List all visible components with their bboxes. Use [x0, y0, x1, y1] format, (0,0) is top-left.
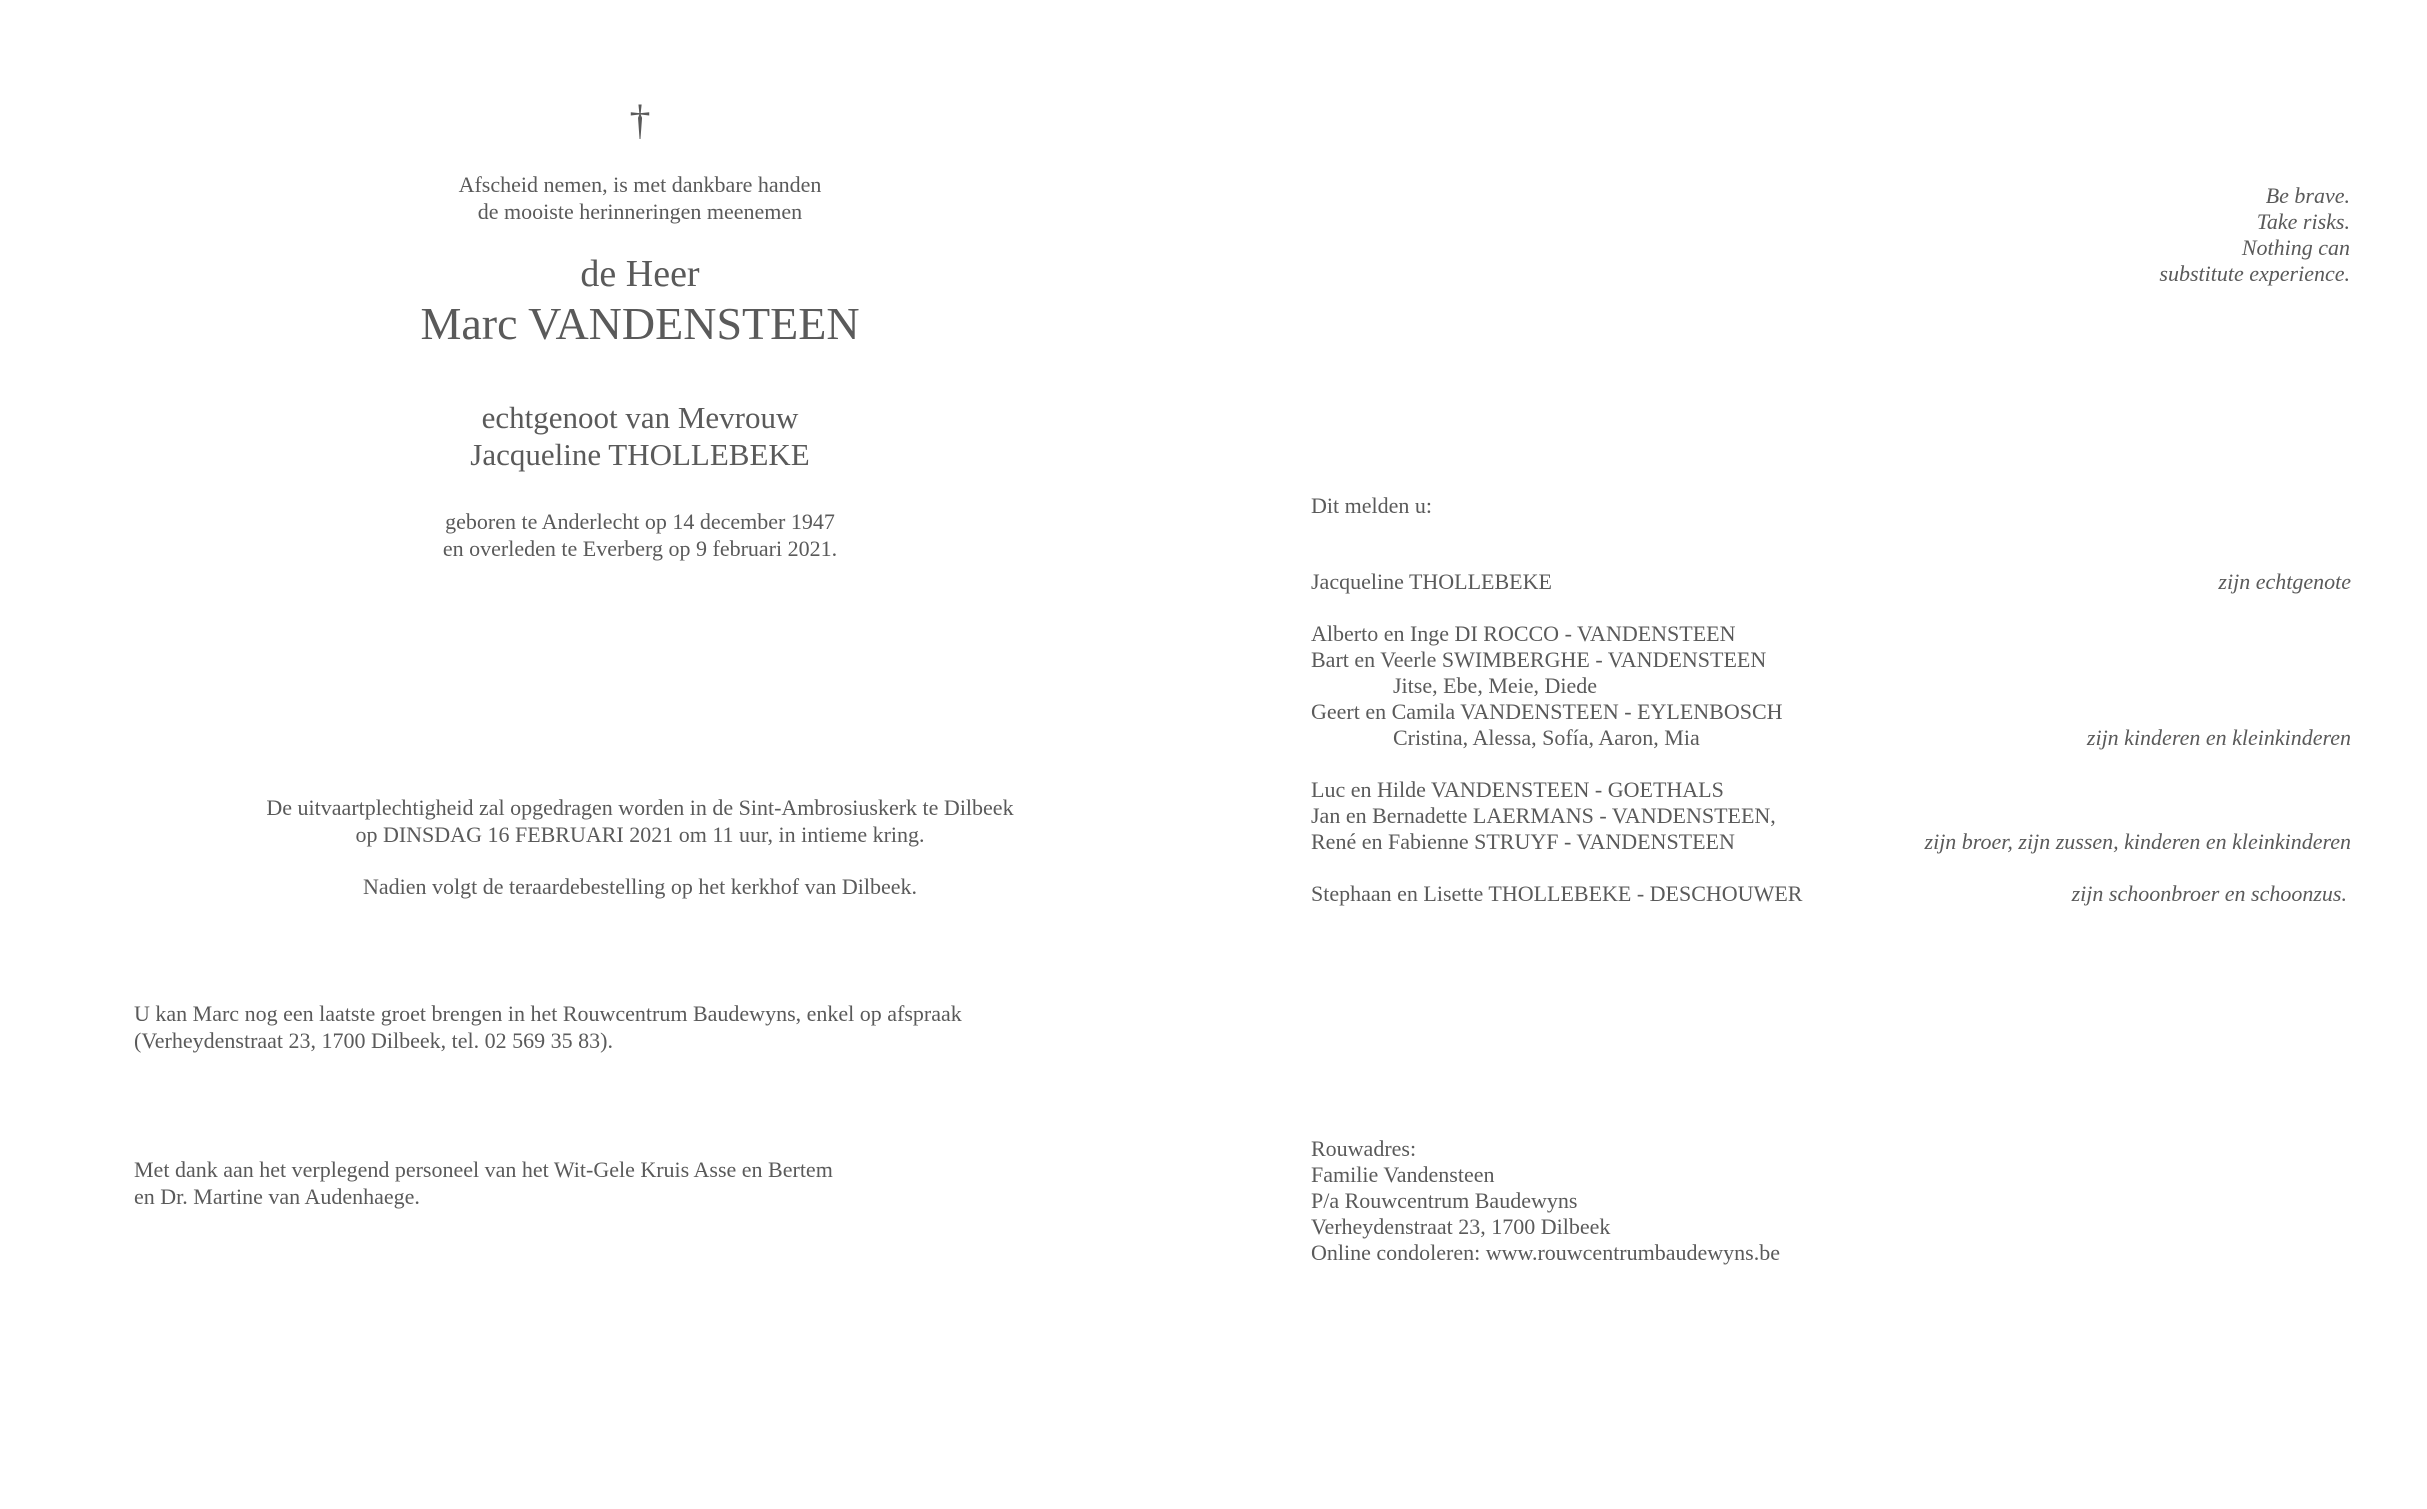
death-line: en overleden te Everberg op 9 februari 2021.	[442, 536, 838, 561]
spouse-line: echtgenoot van Mevrouw	[481, 400, 799, 435]
quote-line: de mooiste herinneringen meenemen	[477, 199, 803, 224]
funeral-line: op DINSDAG 16 FEBRUARI 2021 om 11 uur, in intieme kring.	[355, 822, 925, 847]
address-line: Familie Vandensteen	[1311, 1162, 1495, 1187]
visit-line: U kan Marc nog een laatste groet brengen in het Rouwcentrum Baudewyns, enkel op afspraak	[134, 1001, 962, 1026]
spouse-block	[290, 399, 990, 473]
family-names: Geert en Camila VANDENSTEEN - EYLENBOSCH	[1311, 699, 1783, 724]
address-line: Online condoleren: www.rouwcentrumbaudewyns.be	[1311, 1240, 1780, 1265]
thanks-line: en Dr. Martine van Audenhaege.	[134, 1184, 420, 1209]
address-line: Rouwadres:	[1311, 1136, 1417, 1161]
deceased-title: de Heer	[580, 253, 700, 295]
family-names: Bart en Veerle SWIMBERGHE - VANDENSTEEN	[1311, 647, 1767, 672]
farewell-quote	[340, 171, 940, 225]
family-names: Jacqueline THOLLEBEKE	[1311, 569, 1552, 594]
family-relation: zijn broer, zijn zussen, kinderen en kleinkinderen	[1924, 829, 2351, 854]
family-names: Luc en Hilde VANDENSTEEN - GOETHALS	[1311, 777, 1724, 802]
family-names: Stephaan en Lisette THOLLEBEKE - DESCHOUWER	[1311, 881, 1803, 906]
grandchildren-names: Jitse, Ebe, Meie, Diede	[1393, 673, 1598, 698]
grandchildren-names: Cristina, Alessa, Sofía, Aaron, Mia	[1393, 725, 1700, 750]
announcement-heading: Dit melden u:	[1311, 493, 1432, 518]
address-line: Verheydenstraat 23, 1700 Dilbeek	[1311, 1214, 1611, 1239]
motto-line: Be brave.	[2265, 183, 2350, 208]
family-names: Jan en Bernadette LAERMANS - VANDENSTEEN,	[1311, 803, 1776, 828]
thanks-note	[134, 1156, 1134, 1210]
thanks-line: Met dank aan het verplegend personeel van het Wit-Gele Kruis Asse en Bertem	[134, 1157, 833, 1182]
burial-info: Nadien volgt de teraardebestelling op het kerkhof van Dilbeek.	[362, 874, 918, 899]
motto	[1900, 183, 2350, 287]
visit-line: (Verheydenstraat 23, 1700 Dilbeek, tel. 02 569 35 83).	[134, 1028, 613, 1053]
funeral-line: De uitvaartplechtigheid zal opgedragen worden in de Sint-Ambrosiuskerk te Dilbeek	[266, 795, 1014, 820]
motto-line: substitute experience.	[2159, 261, 2350, 286]
cross-icon: †	[629, 98, 651, 144]
deceased-name: Marc VANDENSTEEN	[420, 298, 860, 349]
family-relation: zijn echtgenote	[2218, 569, 2351, 594]
family-names: Alberto en Inge DI ROCCO - VANDENSTEEN	[1311, 621, 1736, 646]
motto-line: Nothing can	[2241, 235, 2350, 260]
funeral-info	[130, 794, 1150, 848]
family-relation: zijn schoonbroer en schoonzus.	[2071, 881, 2347, 906]
family-relation: zijn kinderen en kleinkinderen	[2086, 725, 2351, 750]
address-line: P/a Rouwcentrum Baudewyns	[1311, 1188, 1578, 1213]
family-names: René en Fabienne STRUYF - VANDENSTEEN	[1311, 829, 1735, 854]
quote-line: Afscheid nemen, is met dankbare handen	[458, 172, 822, 197]
visitation-info	[134, 1000, 1134, 1054]
life-dates	[290, 508, 990, 562]
spouse-name: Jacqueline THOLLEBEKE	[470, 437, 810, 472]
birth-line: geboren te Anderlecht op 14 december 1947	[445, 509, 835, 534]
mourning-address	[1311, 1136, 1780, 1266]
motto-line: Take risks.	[2256, 209, 2350, 234]
